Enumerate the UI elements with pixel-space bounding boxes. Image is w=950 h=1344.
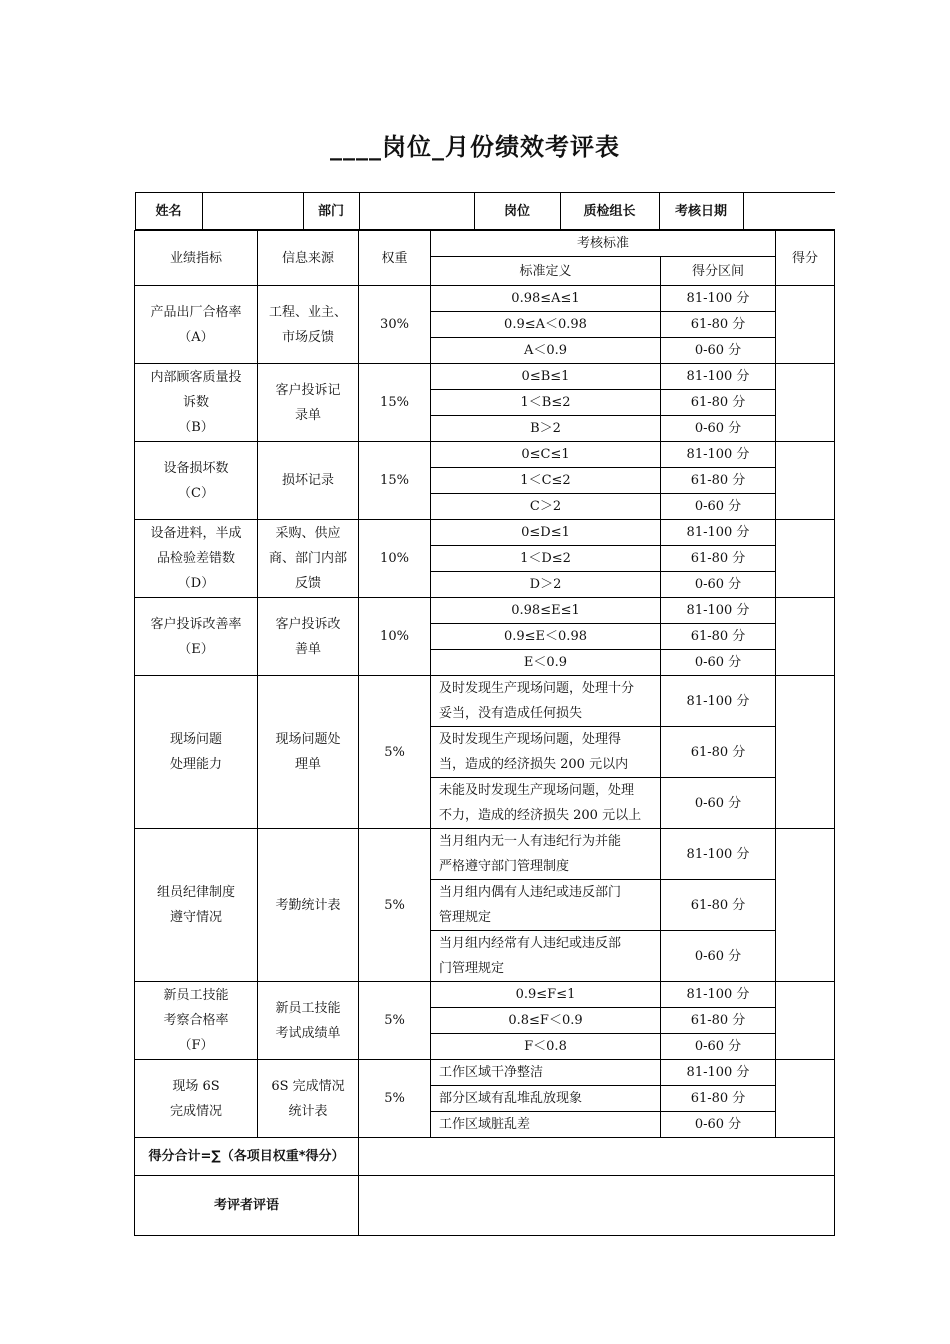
text-line: 统计表: [288, 1103, 328, 1119]
definition-cell: 工作区域干净整洁: [431, 1060, 661, 1086]
definition-cell: 1＜B≤2: [431, 390, 661, 416]
text-line: 不力，造成的经济损失 200 元以上: [439, 808, 642, 823]
weight-cell: 10%: [359, 598, 431, 676]
header-range: 得分区间: [661, 257, 776, 286]
table-row: [135, 598, 835, 624]
text-line: 处理能力: [169, 757, 222, 772]
definition-cell: [431, 727, 661, 778]
indicator-cell: [135, 676, 258, 829]
score-cell[interactable]: [776, 598, 835, 676]
name-value[interactable]: [202, 193, 303, 230]
score-cell[interactable]: [776, 286, 835, 364]
definition-cell: 0≤C≤1: [431, 442, 661, 468]
weight-cell: 10%: [359, 520, 431, 598]
range-cell: 0-60 分: [661, 416, 776, 442]
definition-cell: [431, 778, 661, 829]
text-line: 设备进料，半成: [150, 526, 242, 541]
text-line: 管理规定: [439, 910, 492, 925]
indicator-cell: [135, 1060, 258, 1138]
weight-cell: 5%: [359, 982, 431, 1060]
source-cell: [258, 1060, 359, 1138]
indicator-cell: [135, 829, 258, 982]
range-cell: 0-60 分: [661, 494, 776, 520]
table-row: [135, 286, 835, 312]
text-line: 妥当，没有造成任何损失: [439, 706, 583, 721]
definition-cell: [431, 931, 661, 982]
text-line: （F）: [178, 1038, 214, 1053]
definition-cell: 工作区域脏乱差: [431, 1112, 661, 1138]
text-line: 及时发现生产现场问题，处理十分: [439, 681, 635, 696]
summary-value[interactable]: [359, 1138, 835, 1176]
text-line: （A）: [178, 329, 214, 345]
definition-cell: B＞2: [431, 416, 661, 442]
weight-cell: 15%: [359, 442, 431, 520]
score-cell[interactable]: [776, 1060, 835, 1138]
indicator-cell: [135, 598, 258, 676]
text-line: 考勤统计表: [275, 897, 341, 913]
table-row: [135, 829, 835, 880]
range-cell: 61-80 分: [661, 390, 776, 416]
range-cell: 0-60 分: [661, 931, 776, 982]
text-line: 客户投诉记: [275, 382, 341, 398]
indicator-cell: [135, 286, 258, 364]
weight-cell: 5%: [359, 676, 431, 829]
text-line: 客户投诉改善率: [150, 616, 242, 632]
range-cell: 81-100 分: [661, 364, 776, 390]
text-line: 当月组内无一人有违纪行为并能: [439, 834, 622, 849]
text-line: 当，造成的经济损失 200 元以内: [439, 757, 629, 772]
header-weight: 权重: [359, 231, 431, 286]
definition-cell: E＜0.9: [431, 650, 661, 676]
text-line: 采购、供应: [275, 526, 341, 541]
text-line: 新员工技能: [163, 988, 229, 1003]
header-definition: 标准定义: [431, 257, 661, 286]
definition-cell: 部分区域有乱堆乱放现象: [431, 1086, 661, 1112]
source-cell: [258, 982, 359, 1060]
indicator-cell: [135, 982, 258, 1060]
text-line: 内部顾客质量投: [150, 370, 242, 385]
header-row-1: [135, 231, 835, 257]
table-row: [135, 364, 835, 390]
text-line: 商、部门内部: [268, 551, 347, 566]
text-line: 当月组内经常有人违纪或违反部: [439, 936, 622, 951]
info-table: [135, 192, 835, 230]
score-cell[interactable]: [776, 676, 835, 829]
definition-cell: 0.98≤A≤1: [431, 286, 661, 312]
source-cell: [258, 598, 359, 676]
score-cell[interactable]: [776, 982, 835, 1060]
range-cell: 81-100 分: [661, 676, 776, 727]
range-cell: 81-100 分: [661, 598, 776, 624]
definition-cell: D＞2: [431, 572, 661, 598]
text-line: 现场问题: [169, 732, 222, 747]
header-indicator: 业绩指标: [135, 231, 258, 286]
definition-cell: [431, 829, 661, 880]
range-cell: 0-60 分: [661, 338, 776, 364]
definition-cell: F＜0.8: [431, 1034, 661, 1060]
text-line: 工程、业主、: [268, 304, 347, 320]
indicator-cell: [135, 520, 258, 598]
range-cell: 61-80 分: [661, 312, 776, 338]
post-label: 岗位: [474, 193, 560, 230]
definition-cell: [431, 676, 661, 727]
comment-value[interactable]: [359, 1176, 835, 1236]
source-cell: [258, 520, 359, 598]
range-cell: 81-100 分: [661, 286, 776, 312]
text-line: 产品出厂合格率: [150, 304, 242, 320]
range-cell: 0-60 分: [661, 778, 776, 829]
range-cell: 0-60 分: [661, 1034, 776, 1060]
text-line: 未能及时发现生产现场问题，处理: [439, 783, 635, 798]
score-cell[interactable]: [776, 442, 835, 520]
score-cell[interactable]: [776, 520, 835, 598]
range-cell: 61-80 分: [661, 468, 776, 494]
text-line: （C）: [178, 485, 214, 501]
indicator-cell: [135, 364, 258, 442]
text-line: 损坏记录: [281, 473, 334, 488]
source-cell: [258, 442, 359, 520]
post-value: 质检组长: [560, 193, 659, 230]
range-cell: 61-80 分: [661, 1008, 776, 1034]
text-line: 新员工技能: [275, 1000, 341, 1016]
text-line: 设备损坏数: [163, 460, 229, 476]
score-cell[interactable]: [776, 829, 835, 982]
definition-cell: 0.9≤E＜0.98: [431, 624, 661, 650]
range-cell: 0-60 分: [661, 650, 776, 676]
weight-cell: 5%: [359, 1060, 431, 1138]
range-cell: 61-80 分: [661, 727, 776, 778]
text-line: 善单: [294, 641, 321, 657]
definition-cell: 0≤B≤1: [431, 364, 661, 390]
range-cell: 81-100 分: [661, 829, 776, 880]
source-cell: [258, 364, 359, 442]
header-standard: 考核标准: [431, 231, 776, 257]
table-row: [135, 442, 835, 468]
text-line: 严格遵守部门管理制度: [439, 859, 570, 874]
table-row: [135, 676, 835, 727]
definition-cell: 0.9≤A＜0.98: [431, 312, 661, 338]
range-cell: 61-80 分: [661, 546, 776, 572]
text-line: 反馈: [294, 576, 321, 591]
text-line: 品检验差错数: [156, 551, 235, 566]
range-cell: 61-80 分: [661, 880, 776, 931]
text-line: 诉数: [182, 395, 209, 410]
appraisal-table: [134, 192, 835, 1236]
text-line: 完成情况: [169, 1103, 222, 1119]
info-bar: [135, 192, 835, 231]
dept-value[interactable]: [359, 193, 474, 230]
weight-cell: 30%: [359, 286, 431, 364]
definition-cell: 0.98≤E≤1: [431, 598, 661, 624]
source-cell: [258, 286, 359, 364]
text-line: 及时发现生产现场问题，处理得: [439, 732, 622, 747]
range-cell: 61-80 分: [661, 1086, 776, 1112]
weight-cell: 5%: [359, 829, 431, 982]
range-cell: 0-60 分: [661, 1112, 776, 1138]
text-line: 现场问题处: [275, 732, 341, 747]
weight-cell: 15%: [359, 364, 431, 442]
text-line: （B）: [178, 420, 214, 435]
text-line: 录单: [294, 407, 321, 423]
header-score: 得分: [776, 231, 835, 286]
definition-cell: 0.9≤F≤1: [431, 982, 661, 1008]
table-row: [135, 520, 835, 546]
text-line: 当月组内偶有人违纪或违反部门: [439, 885, 622, 900]
definition-cell: C＞2: [431, 494, 661, 520]
header-source: 信息来源: [258, 231, 359, 286]
summary-label: 得分合计=∑（各项目权重*得分）: [135, 1138, 359, 1176]
definition-cell: 1＜C≤2: [431, 468, 661, 494]
text-line: 考察合格率: [163, 1013, 229, 1028]
dept-label: 部门: [303, 193, 359, 230]
indicator-cell: [135, 442, 258, 520]
text-line: 理单: [294, 757, 321, 772]
table-row: [135, 982, 835, 1008]
range-cell: 81-100 分: [661, 442, 776, 468]
summary-row: [135, 1138, 835, 1176]
range-cell: 0-60 分: [661, 572, 776, 598]
text-line: 现场 6S: [172, 1078, 220, 1094]
text-line: （D）: [177, 576, 215, 591]
score-cell[interactable]: [776, 364, 835, 442]
definition-cell: 0≤D≤1: [431, 520, 661, 546]
text-line: 6S 完成情况: [271, 1078, 345, 1094]
definition-cell: A＜0.9: [431, 338, 661, 364]
range-cell: 81-100 分: [661, 982, 776, 1008]
name-label: 姓名: [135, 193, 202, 230]
source-cell: [258, 829, 359, 982]
definition-cell: 0.8≤F＜0.9: [431, 1008, 661, 1034]
source-cell: [258, 676, 359, 829]
page-title: ____岗位_月份绩效考评表: [330, 133, 620, 161]
comment-row: [135, 1176, 835, 1236]
comment-label: 考评者评语: [135, 1176, 359, 1236]
text-line: 门管理规定: [439, 961, 505, 976]
definition-cell: 1＜D≤2: [431, 546, 661, 572]
table-row: [135, 1060, 835, 1086]
definition-cell: [431, 880, 661, 931]
date-label: 考核日期: [659, 193, 743, 230]
date-value[interactable]: [743, 193, 835, 230]
text-line: 组员纪律制度: [156, 885, 235, 900]
text-line: 市场反馈: [281, 329, 334, 345]
range-cell: 81-100 分: [661, 520, 776, 546]
text-line: 客户投诉改: [275, 616, 341, 632]
range-cell: 81-100 分: [661, 1060, 776, 1086]
range-cell: 61-80 分: [661, 624, 776, 650]
text-line: 遵守情况: [169, 910, 222, 925]
text-line: 考试成绩单: [275, 1025, 341, 1041]
text-line: （E）: [178, 641, 214, 657]
info-row: [135, 192, 835, 231]
